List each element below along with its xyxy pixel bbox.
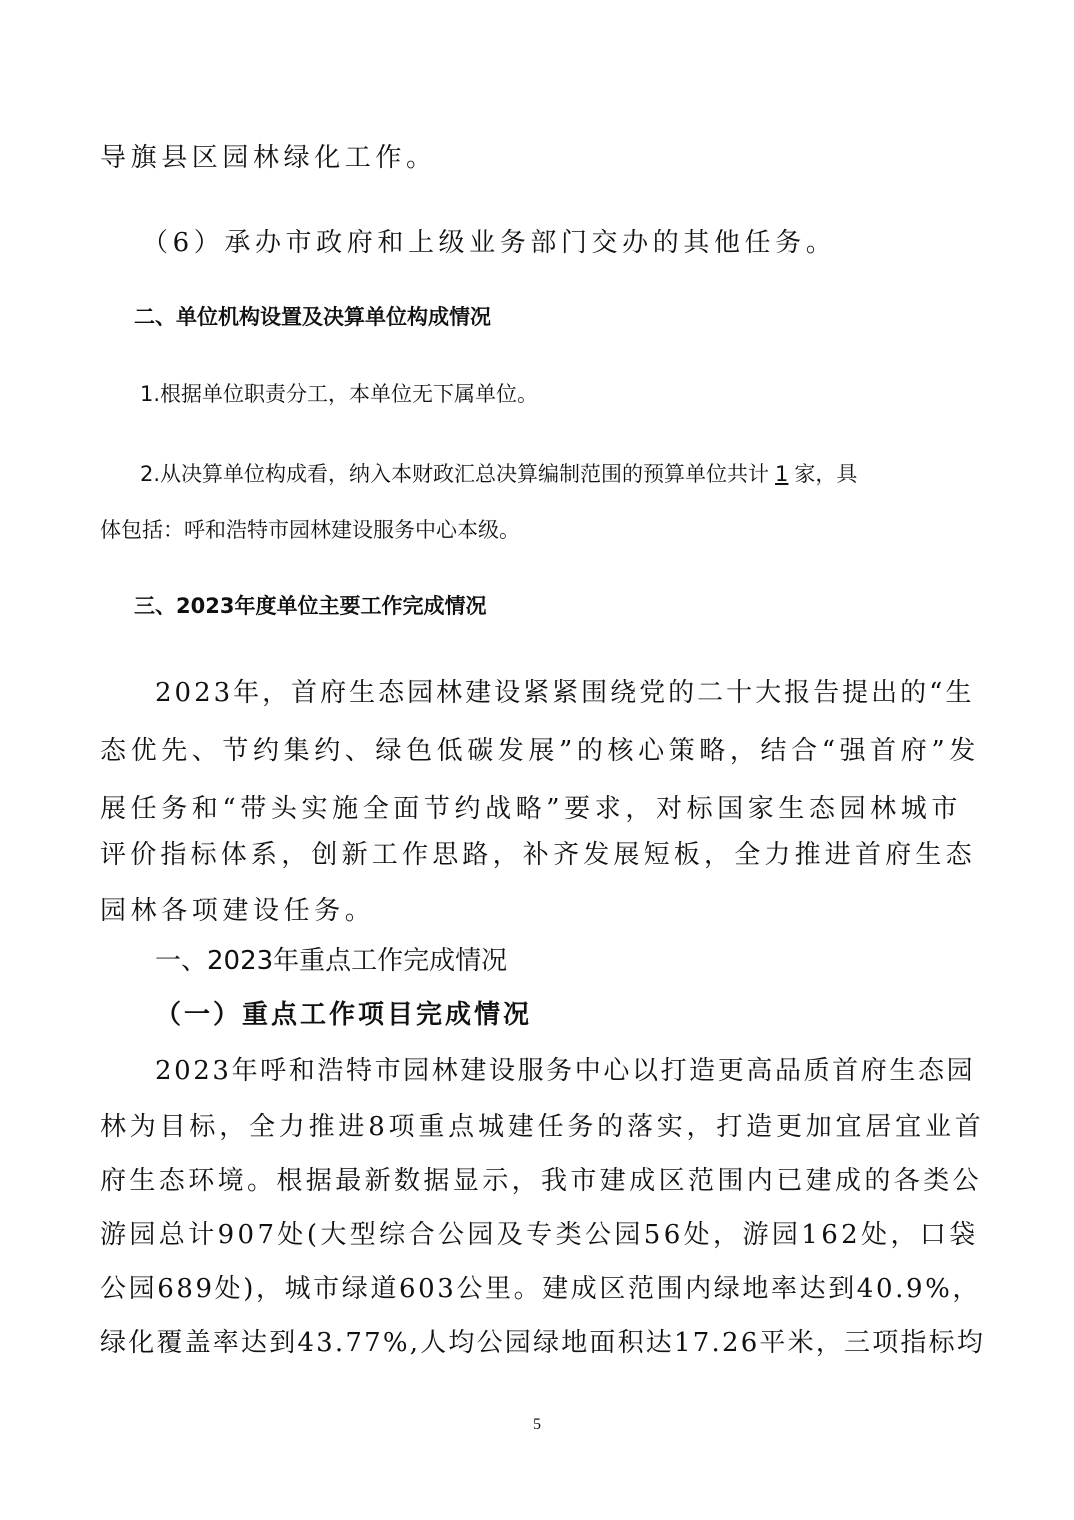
subheading-key-projects: （一）重点工作项目完成情况	[155, 1000, 533, 1030]
intro-line: 展任务和“带头实施全面节约战略”要求，对标国家生态园林城市	[100, 794, 962, 824]
point2-text-b: 家，具	[794, 462, 858, 486]
paragraph-line: 导旗县区园林绿化工作。	[100, 143, 437, 173]
list-item-6: （6）承办市政府和上级业务部门交办的其他任务。	[142, 228, 837, 258]
page-number: 5	[533, 1416, 541, 1433]
detail-line: 府生态环境。根据最新数据显示，我市建成区范围内已建成的各类公	[100, 1166, 983, 1196]
section-heading-3: 三、2023年度单位主要工作完成情况	[134, 594, 487, 618]
point2-text-a: 2.从决算单位构成看，纳入本财政汇总决算编制范围的预算单位共计	[140, 462, 770, 486]
intro-line: 2023年，首府生态园林建设紧紧围绕党的二十大报告提出的“生	[155, 678, 975, 708]
intro-line: 态优先、节约集约、绿色低碳发展”的核心策略，结合“强首府”发	[100, 736, 980, 766]
detail-line: 绿化覆盖率达到43.77%,人均公园绿地面积达17.26平米，三项指标均	[100, 1328, 986, 1358]
section2-point-1: 1.根据单位职责分工，本单位无下属单位。	[140, 382, 539, 406]
detail-line: 游园总计907处(大型综合公园及专类公园56处，游园162处，口袋	[100, 1220, 979, 1250]
unit-count: 1	[775, 462, 789, 486]
detail-line: 公园689处)，城市绿道603公里。建成区范围内绿地率达到40.9%，	[100, 1274, 981, 1304]
detail-line: 林为目标，全力推进8项重点城建任务的落实，打造更加宜居宜业首	[100, 1112, 985, 1142]
detail-line: 2023年呼和浩特市园林建设服务中心以打造更高品质首府生态园	[155, 1056, 976, 1086]
section2-point-2	[140, 458, 857, 488]
intro-line: 评价指标体系，创新工作思路，补齐发展短板，全力推进首府生态	[100, 840, 976, 870]
intro-line: 园林各项建设任务。	[100, 896, 376, 926]
section-heading-2: 二、单位机构设置及决算单位构成情况	[134, 305, 491, 329]
section2-point-2-continued: 体包括：呼和浩特市园林建设服务中心本级。	[100, 518, 520, 542]
subheading-key-work: 一、2023年重点工作完成情况	[155, 946, 508, 976]
